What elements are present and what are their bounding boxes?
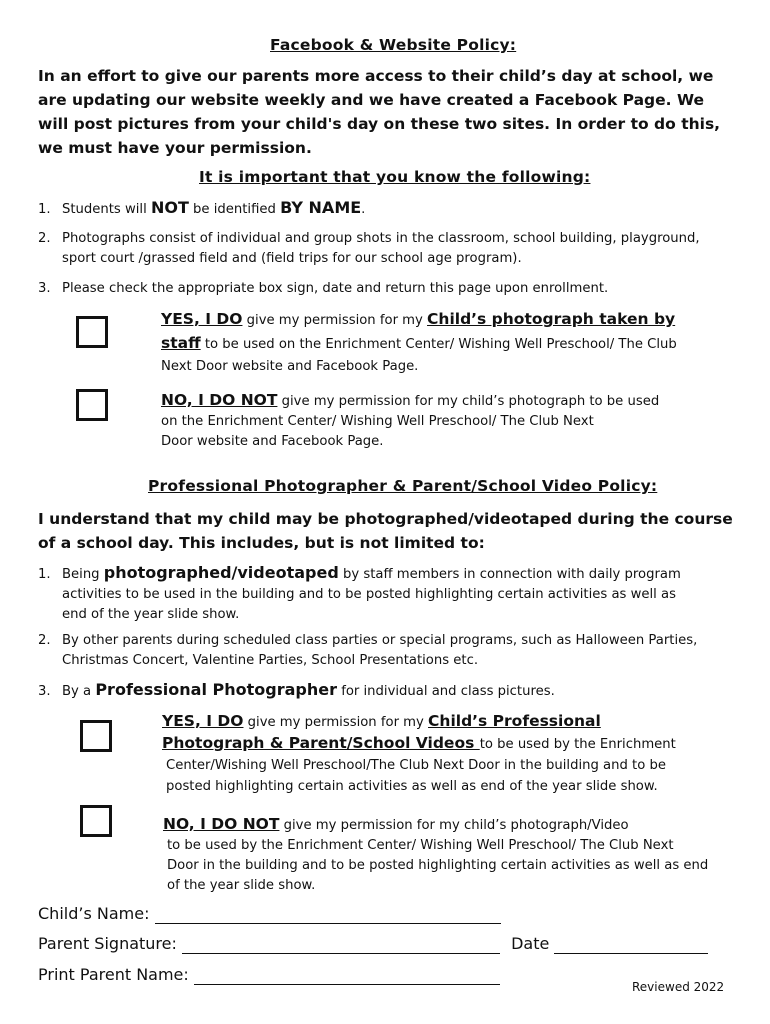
- child-name-label: Child’s Name:: [38, 904, 150, 923]
- policy2-yes-option: YES, I DO give my permission for my Child’s Professional Photograph & Parent/School Videos to be used by the Enrichment Center/Wishing Well Preschool/The Club Next Door in the building and to be posted highlighting certain activities as well as end of the year slide show.: [162, 712, 676, 794]
- child-name-field[interactable]: [155, 904, 501, 924]
- parent-signature-field[interactable]: [182, 934, 500, 954]
- policy1-no-checkbox[interactable]: [76, 389, 108, 421]
- parent-signature-row: [38, 934, 708, 954]
- date-label: Date: [511, 934, 550, 953]
- child-name-row: [38, 904, 501, 924]
- policy1-item-2: 2. Photographs consist of individual and group shots in the classroom, school building, playground, sport court /grassed field and (field trips for our school age program).: [38, 231, 700, 266]
- policy1-subtitle: It is important that you know the following:: [199, 168, 591, 186]
- policy2-item-3: 3. By a Professional Photographer for individual and class pictures.: [38, 680, 555, 699]
- print-name-label: Print Parent Name:: [38, 965, 189, 984]
- print-name-field[interactable]: [194, 965, 500, 985]
- policy2-title: Professional Photographer & Parent/School Video Policy:: [148, 477, 658, 495]
- policy2-yes-checkbox[interactable]: [80, 720, 112, 752]
- parent-signature-label: Parent Signature:: [38, 934, 177, 953]
- policy1-item-1: 1. Students will NOT be identified BY NAME.: [38, 198, 365, 220]
- reviewed-note: Reviewed 2022: [632, 980, 725, 994]
- policy1-no-option: NO, I DO NOT give my permission for my child’s photograph to be used on the Enrichment Center/ Wishing Well Preschool/ The Club Next Door website and Facebook Page.: [161, 391, 660, 449]
- date-field[interactable]: [554, 934, 708, 954]
- policy1-item-3: 3. Please check the appropriate box sign, date and return this page upon enrollment.: [38, 281, 609, 296]
- policy2-no-option: NO, I DO NOT give my permission for my child’s photograph/Video to be used by the Enrichment Center/ Wishing Well Preschool/ The Club Next Door in the building and to be posted highlighting certain activities as well as end of the year slide show.: [163, 815, 709, 893]
- policy1-yes-option: YES, I DO give my permission for my Child’s photograph taken by staff to be used on the Enrichment Center/ Wishing Well Preschool/ The Club Next Door website and Facebook Page.: [161, 310, 677, 374]
- emphasis-by-name: BY NAME: [280, 198, 362, 217]
- policy1-yes-checkbox[interactable]: [76, 316, 108, 348]
- policy2-item-1: 1. Being photographed/videotaped by staff members in connection with daily program activities to be used in the building and to be posted highlighting certain activities as well as end of the year slide show.: [38, 563, 681, 622]
- item-number: 1.: [38, 202, 51, 217]
- emphasis-not: NOT: [150, 198, 189, 217]
- policy2-intro: I understand that my child may be photographed/videotaped during the course of a school day. This includes, but is not limited to:: [38, 510, 733, 552]
- policy2-no-checkbox[interactable]: [80, 805, 112, 837]
- print-name-row: [38, 965, 500, 985]
- policy1-intro: In an effort to give our parents more access to their child’s day at school, we are updating our website weekly and we have created a Facebook Page. We will post pictures from your child's day on these two sites. In order to do this, we must have your permission.: [38, 67, 721, 157]
- policy2-item-2: 2. By other parents during scheduled class parties or special programs, such as Halloween Parties, Christmas Concert, Valentine Parties, School Presentations etc.: [38, 633, 698, 668]
- policy1-title: Facebook & Website Policy:: [270, 36, 517, 54]
